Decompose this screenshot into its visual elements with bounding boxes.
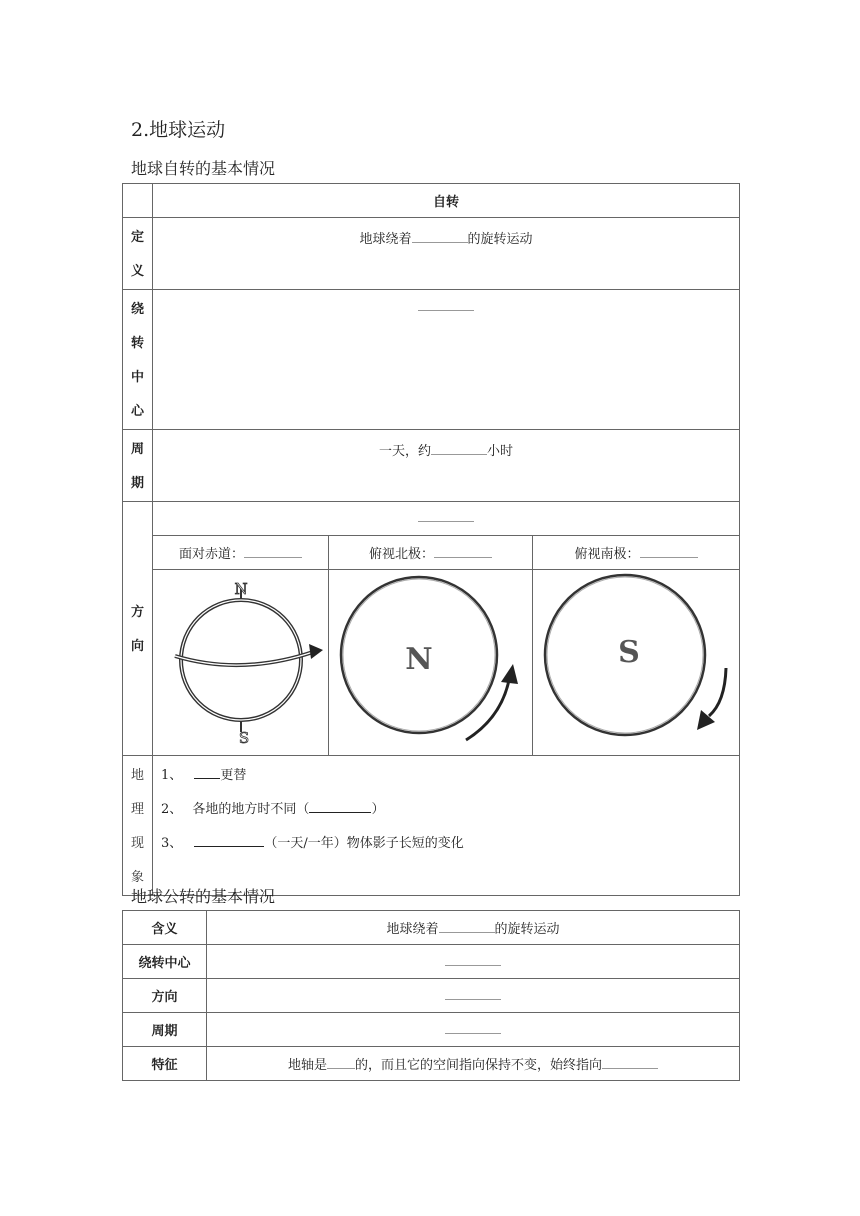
label-char: 义 [130, 264, 144, 279]
center-cell [153, 290, 740, 430]
south-pole-diagram [533, 570, 740, 751]
view-south-blank[interactable] [640, 545, 698, 558]
item-number: 1、 [161, 768, 183, 783]
globe-diagram-cell [153, 570, 329, 756]
rev-label-period: 周期 [123, 1013, 207, 1047]
period-label [123, 430, 153, 502]
label-char: 周 [130, 442, 144, 457]
rotation-table [122, 183, 740, 896]
period-cell [153, 430, 740, 502]
rev-meaning-before: 地球绕着 [386, 922, 439, 937]
item-number: 3、 [161, 836, 183, 851]
phenomenon-1-blank[interactable] [194, 766, 220, 779]
label-char: 心 [130, 404, 144, 419]
phenomenon-item-2 [161, 793, 739, 827]
phenomena-cell [153, 756, 740, 896]
rev-label-direction: 方向 [123, 979, 207, 1013]
phenomenon-item-3 [161, 827, 739, 861]
label-char: 象 [130, 870, 144, 885]
phenomena-label [123, 756, 153, 896]
label-char: 定 [130, 230, 144, 245]
definition-text-after: 的旋转运动 [467, 232, 533, 247]
rev-center-blank[interactable] [445, 953, 501, 966]
direction-blank[interactable] [418, 509, 474, 522]
view-equator-label: 面对赤道： [178, 547, 244, 562]
rev-meaning-cell [207, 911, 740, 945]
south-letter: S [618, 635, 640, 670]
rev-feature-cell [207, 1047, 740, 1081]
rotation-subtitle: 地球自转的基本情况 [131, 159, 276, 178]
north-diagram-cell [329, 570, 533, 756]
rev-label-meaning: 含义 [123, 911, 207, 945]
north-pole-diagram [329, 570, 533, 751]
period-text-before: 一天，约 [378, 444, 431, 459]
north-letter: N [405, 642, 433, 677]
phenomenon-3-blank[interactable] [194, 834, 264, 847]
phenomenon-2-text-before: 各地的地方时不同（ [192, 802, 310, 817]
view-south-cell [533, 536, 740, 570]
rev-meaning-blank[interactable] [439, 920, 495, 933]
phenomenon-item-1 [161, 759, 739, 793]
period-text-after: 小时 [487, 444, 514, 459]
center-blank[interactable] [418, 298, 474, 311]
rev-period-cell [207, 1013, 740, 1047]
view-south-label: 俯视南极： [574, 547, 640, 562]
label-char: 方 [130, 605, 144, 620]
rev-direction-cell [207, 979, 740, 1013]
rotation-header: 自转 [153, 184, 740, 218]
definition-cell [153, 218, 740, 290]
globe-equator-diagram [153, 570, 329, 751]
rev-feature-blank-2[interactable] [602, 1056, 658, 1069]
phenomenon-2-blank[interactable] [309, 800, 371, 813]
center-label [123, 290, 153, 430]
definition-text-before: 地球绕着 [359, 232, 412, 247]
direction-summary-cell [153, 502, 740, 536]
rev-feature-mid: 的，而且它的空间指向保持不变，始终指向 [355, 1058, 603, 1073]
label-char: 向 [130, 639, 144, 654]
revolution-subtitle: 地球公转的基本情况 [131, 887, 276, 906]
label-char: 地 [130, 768, 144, 783]
label-char: 中 [130, 370, 144, 385]
label-char: 绕 [130, 302, 144, 317]
globe-s-label: S [238, 729, 250, 747]
south-diagram-cell [533, 570, 740, 756]
view-equator-cell [153, 536, 329, 570]
rev-meaning-after: 的旋转运动 [494, 922, 560, 937]
phenomenon-2-text-after: ） [371, 802, 385, 817]
revolution-table [122, 910, 740, 1081]
definition-label [123, 218, 153, 290]
view-north-cell [329, 536, 533, 570]
rev-label-center: 绕转中心 [123, 945, 207, 979]
item-number: 2、 [161, 802, 183, 817]
rev-feature-before: 地轴是 [287, 1058, 327, 1073]
rev-feature-blank-1[interactable] [327, 1056, 355, 1069]
definition-blank[interactable] [412, 230, 468, 243]
rev-center-cell [207, 945, 740, 979]
rev-period-blank[interactable] [445, 1021, 501, 1034]
label-char: 理 [130, 802, 144, 817]
phenomenon-3-text: （一天/一年）物体影子长短的变化 [264, 836, 464, 851]
rev-direction-blank[interactable] [445, 987, 501, 1000]
view-north-label: 俯视北极： [368, 547, 434, 562]
label-char: 现 [130, 836, 144, 851]
globe-n-label: N [234, 580, 248, 598]
phenomenon-1-text: 更替 [220, 768, 247, 783]
corner-cell [123, 184, 153, 218]
section-title: 2.地球运动 [131, 119, 226, 141]
view-equator-blank[interactable] [244, 545, 302, 558]
label-char: 期 [130, 476, 144, 491]
direction-label [123, 502, 153, 756]
period-blank[interactable] [431, 442, 487, 455]
rev-label-feature: 特征 [123, 1047, 207, 1081]
label-char: 转 [130, 336, 144, 351]
view-north-blank[interactable] [434, 545, 492, 558]
